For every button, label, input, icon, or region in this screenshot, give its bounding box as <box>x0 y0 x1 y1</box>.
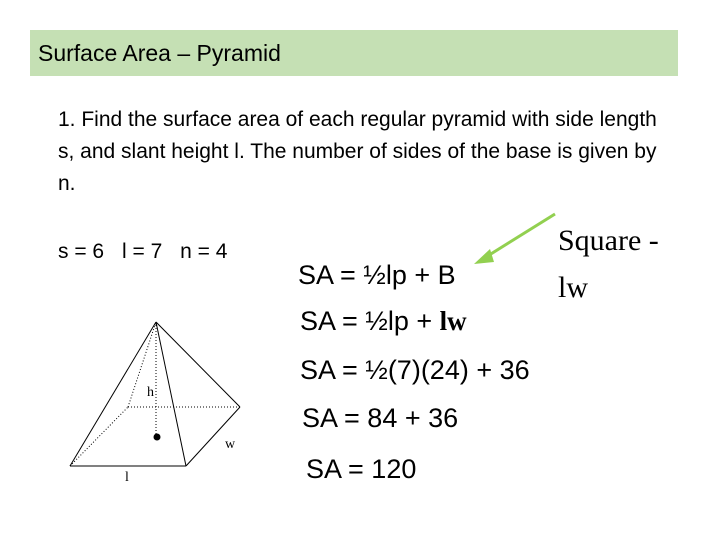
given-l: l = 7 <box>121 240 163 263</box>
lw-annotation: lw <box>558 271 588 304</box>
equation-4: SA = 84 + 36 <box>302 403 459 433</box>
equation-2-prefix: SA = ½lp + <box>300 306 440 336</box>
problem-statement: 1. Find the surface area of each regular pyramid with side length s, and slant height l. The number of sides of the base is given by n. <box>58 108 657 195</box>
page-title: Surface Area – Pyramid <box>38 40 281 66</box>
height-label: h <box>147 385 154 400</box>
given-n: n = 4 <box>180 240 228 263</box>
width-label: w <box>225 437 236 452</box>
square-annotation: Square - <box>558 224 659 257</box>
given-s: s = 6 <box>58 240 105 263</box>
equation-5: SA = 120 <box>306 454 417 484</box>
equation-2-lw: lw <box>439 306 467 336</box>
equation-2 <box>300 305 467 337</box>
equation-1: SA = ½lp + B <box>298 260 456 290</box>
equation-3: SA = ½(7)(24) + 36 <box>300 355 530 385</box>
length-label: l <box>125 470 129 485</box>
